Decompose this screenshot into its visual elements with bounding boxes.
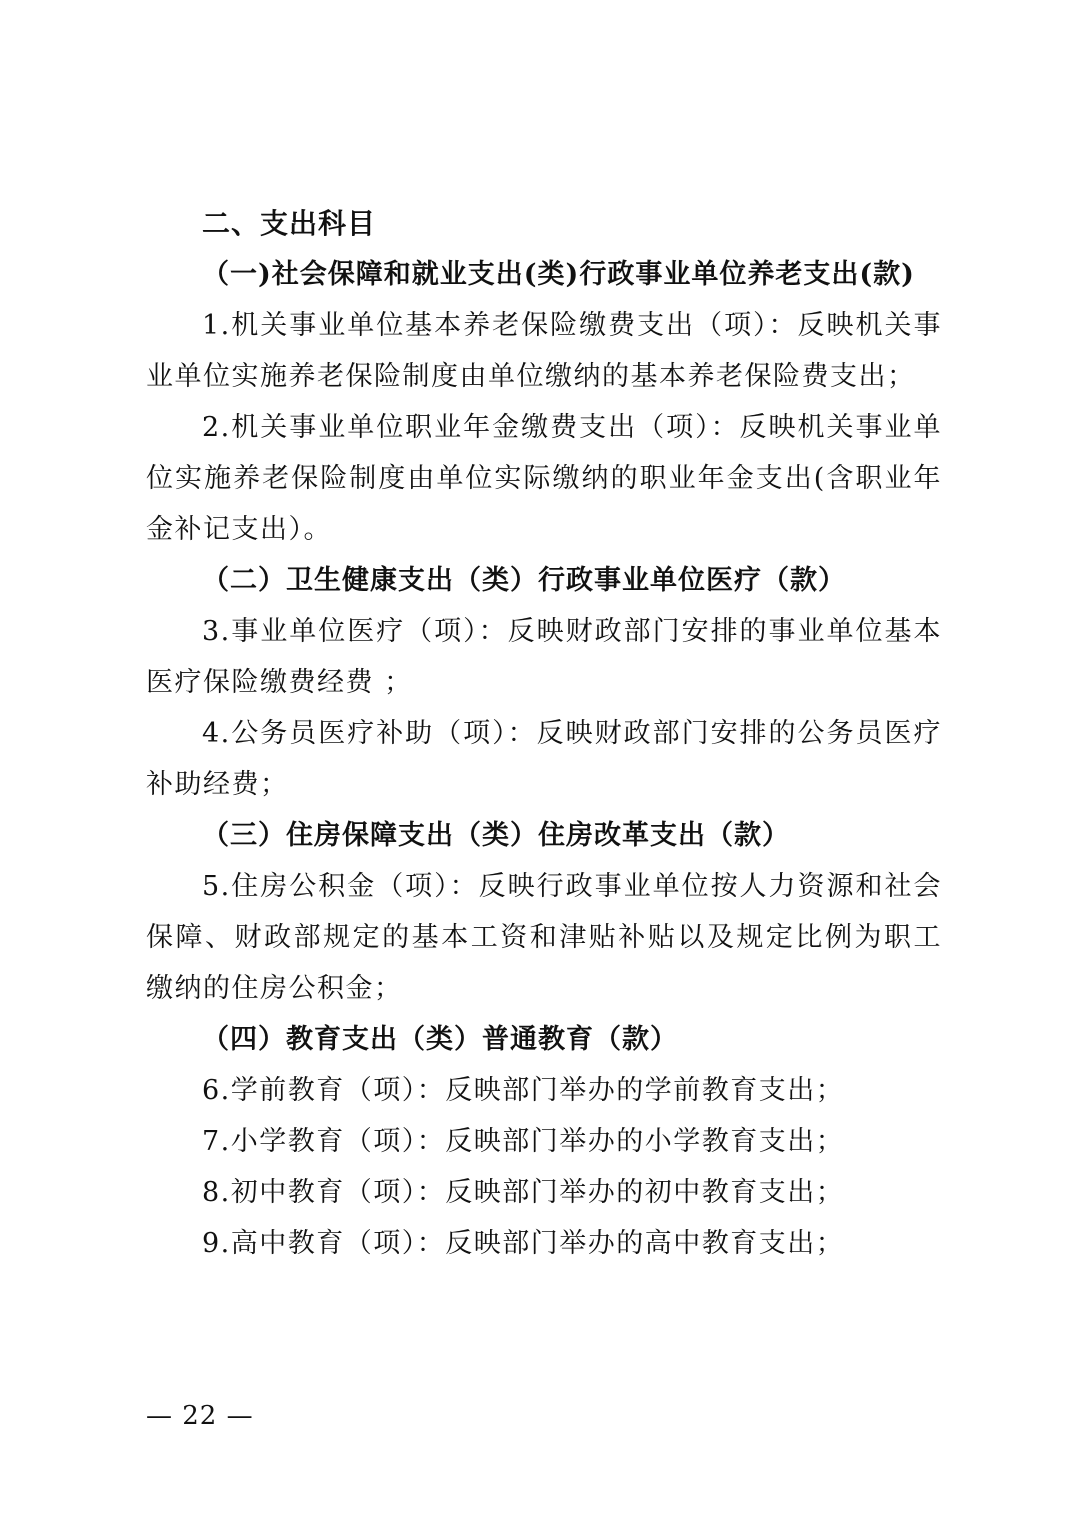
item-line-9: 9.高中教育（项）：反映部门举办的高中教育支出； xyxy=(202,1228,845,1259)
item-paragraph-3: 3.事业单位医疗（项）：反映财政部门安排的事业单位基本医疗保险缴费经费 ； xyxy=(146,616,942,698)
subsection-heading-2: （二）卫生健康支出（类）行政事业单位医疗（款） xyxy=(202,565,846,596)
item-paragraph-2: 2.机关事业单位职业年金缴费支出（项）：反映机关事业单位实施养老保险制度由单位实际缴纳的职业年金支出(含职业年金补记支出）。 xyxy=(146,412,942,545)
subsection-heading-1: （一)社会保障和就业支出(类)行政事业单位养老支出(款) xyxy=(202,259,915,290)
item-line-8: 8.初中教育（项）：反映部门举办的初中教育支出； xyxy=(202,1177,845,1208)
section-title: 二、支出科目 xyxy=(202,207,377,240)
page-number: — 22 — xyxy=(146,1401,254,1431)
subsection-heading-4: （四）教育支出（类）普通教育（款） xyxy=(202,1024,678,1055)
page-content xyxy=(146,198,942,1269)
item-paragraph-5: 5.住房公积金（项）：反映行政事业单位按人力资源和社会保障、财政部规定的基本工资和津贴补贴以及规定比例为职工缴纳的住房公积金； xyxy=(146,871,942,1004)
subsection-heading-3: （三）住房保障支出（类）住房改革支出（款） xyxy=(202,820,790,851)
item-paragraph-1: 1.机关事业单位基本养老保险缴费支出（项）：反映机关事业单位实施养老保险制度由单位缴纳的基本养老保险费支出； xyxy=(146,310,942,392)
item-line-6: 6.学前教育（项）：反映部门举办的学前教育支出； xyxy=(202,1075,845,1106)
item-paragraph-4: 4.公务员医疗补助（项）：反映财政部门安排的公务员医疗补助经费； xyxy=(146,718,942,800)
item-line-7: 7.小学教育（项）：反映部门举办的小学教育支出； xyxy=(202,1126,845,1157)
